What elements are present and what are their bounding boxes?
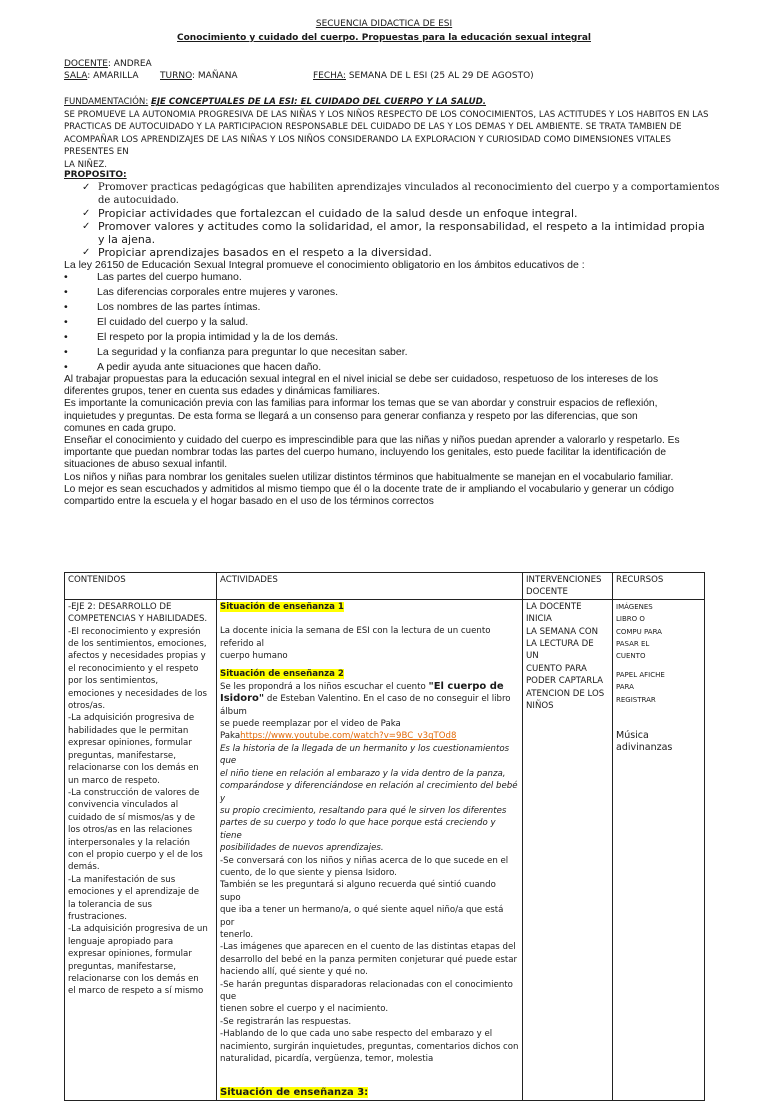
ley-item — [64, 300, 408, 315]
intervencion-line: LA LECTURA DE UN — [526, 639, 594, 662]
actividad-line: -Las imágenes que aparecen en el cuento de las distintas etapas del — [220, 942, 516, 953]
table-header-row — [65, 573, 705, 600]
bullet-icon: • — [64, 316, 68, 328]
docente-value: : ANDREA — [107, 59, 152, 69]
turno-value: : MAÑANA — [192, 71, 238, 81]
book-title: "El cuerpo de — [428, 680, 504, 692]
header-contenidos: CONTENIDOS — [65, 573, 217, 600]
actividad-line: desarrollo del bebé en la panza permiten conjeturar qué puede estar — [220, 954, 518, 965]
intervencion-line: CUENTO PARA — [526, 663, 587, 674]
actividad-line: haciendo allí, qué siente y qué no. — [220, 967, 368, 978]
contenido-line: emociones y el aprendizaje de — [68, 887, 200, 898]
turno-label: TURNO — [160, 71, 192, 81]
docente-label: DOCENTE — [64, 59, 108, 69]
recurso-line: Música — [616, 730, 649, 742]
ley-intro: La ley 26150 de Educación Sexual Integral promueve el conocimiento obligatorio en los ámbitos educativos de : — [64, 259, 585, 271]
recurso-line: PARA — [616, 683, 634, 692]
intervencion-line: ATENCION DE LOS — [526, 688, 605, 699]
intervencion-line: LA DOCENTE INICIA — [526, 601, 582, 625]
ley-item — [64, 285, 408, 300]
body-line: comunes en cada grupo. — [64, 422, 177, 434]
fecha-value: SEMANA DE L ESI (25 AL 29 DE AGOSTO) — [345, 71, 534, 81]
recurso-line: CUENTO — [616, 652, 646, 661]
fundamentacion-heading — [64, 96, 714, 109]
sala-label: SALA — [64, 71, 88, 81]
fecha-wrap — [313, 71, 534, 81]
bullet-icon: • — [64, 301, 68, 313]
body-line: Los niños y niñas para nombrar los genitales suelen utilizar distintos términos que habitualmente se manejan en el vocabulario familiar. — [64, 471, 674, 483]
intervencion-line: LA SEMANA CON — [526, 626, 599, 637]
ley-item-text: Las partes del cuerpo humano. — [97, 271, 242, 283]
ley-item-text: El cuidado del cuerpo y la salud. — [97, 316, 249, 328]
actividad-line: cuento, de lo que siente y piensa Isidoro. — [220, 867, 397, 878]
proposito-text: Propiciar actividades que fortalezcan el cuidado de la salud desde un enfoque integral. — [98, 207, 578, 220]
contenido-line: emociones y necesidades de los — [68, 688, 207, 699]
actividad-line: que iba a tener un hermano/a, o qué siente aquel niño/a que está por — [220, 905, 504, 928]
contenido-line: expresar opiniones, formular — [68, 949, 192, 960]
contenido-line: -La construcción de valores de — [68, 787, 200, 798]
actividad-line: se puede reemplazar por el video de Paka — [220, 719, 401, 730]
contenido-line: un marco de respeto. — [68, 775, 160, 786]
proposito-item — [82, 246, 722, 259]
contenido-line: el reconocimiento y el respeto — [68, 663, 199, 674]
contenido-line: -La adquisición progresiva de — [68, 713, 195, 724]
contenido-line: frustraciones. — [68, 911, 127, 922]
actividad-italic-line: Es la historia de la llegada de un hermanito y los cuestionamientos que — [220, 743, 510, 767]
proposito-text: Promover practicas pedagógicas que habiliten aprendizajes vinculados al reconocimiento del cuerpo y a comportamientos de autocuidado. — [98, 182, 720, 206]
body-line: situaciones de abuso sexual infantil. — [64, 459, 228, 471]
proposito-list — [82, 181, 722, 259]
contenido-line: -La manifestación de sus — [68, 874, 176, 885]
actividad-line: nacimiento, surgirán inquietudes, preguntas, comentarios dichos con — [220, 1041, 519, 1052]
checkmark-icon: ✓ — [82, 182, 91, 193]
turno-wrap — [160, 71, 238, 81]
actividades-cell — [217, 599, 523, 1100]
bullet-icon: • — [64, 331, 68, 343]
body-line: importante que puedan nombrar todas las partes del cuerpo humano, incluyendo los genitales, esto puede facilitar la identificación de — [64, 447, 667, 459]
planning-table — [64, 572, 705, 1101]
actividad-text: Se les propondrá a los niños escuchar el cuento — [220, 681, 429, 692]
checkmark-icon: ✓ — [82, 221, 91, 232]
recurso-line: LIBRO O — [616, 615, 645, 624]
body-paragraphs — [64, 374, 714, 508]
checkmark-icon: ✓ — [82, 208, 91, 219]
actividad-line: tenerlo. — [220, 929, 254, 940]
situacion-3-title: Situación de enseñanza 3: — [220, 1087, 369, 1099]
contenido-line: lenguaje apropiado para — [68, 936, 174, 947]
body-line: compartido entre la escuela y el hogar basado en el uso de los términos correctos — [64, 496, 434, 508]
actividad-italic-line: su propio crecimiento, resaltando para qué le sirven los diferentes — [220, 805, 507, 816]
proposito-item-continuation — [82, 233, 722, 246]
body-line: Al trabajar propuestas para la educación sexual integral en el nivel inicial se debe ser cuidadoso, respetuoso de los intereses de los — [64, 374, 659, 385]
ley-item-text: A pedir ayuda ante situaciones que hacen daño. — [97, 361, 322, 373]
ley-item-text: Las diferencias corporales entre mujeres y varones. — [97, 286, 339, 298]
ley-item — [64, 315, 408, 330]
fundamentacion-line: SE PROMUEVE LA AUTONOMIA PROGRESIVA DE LAS NIÑAS Y LOS NIÑOS RESPECTO DE LOS CONOCIMIENTOS, LAS ACTITUDES Y LOS HABITOS EN LAS — [64, 109, 709, 120]
body-line: inquietudes y preguntas. De esta forma se llegará a un consenso para generar confianza y respeto por las diferencias, que son — [64, 410, 638, 422]
contenido-line: habilidades que le permitan — [68, 725, 189, 736]
contenido-line: de los sentimientos, emociones, — [68, 639, 207, 650]
proposito-item — [82, 220, 722, 233]
bullet-icon: • — [64, 361, 68, 373]
actividad-line: tienen sobre el cuerpo y el nacimiento. — [220, 1004, 389, 1015]
contenido-line: con el propio cuerpo y el de los — [68, 849, 203, 860]
proposito-text: Propiciar aprendizajes basados en el respeto a la diversidad. — [98, 246, 432, 259]
situacion-1-title: Situación de enseñanza 1 — [220, 601, 344, 612]
ley-item — [64, 345, 408, 360]
checkmark-icon: ✓ — [82, 247, 91, 258]
contenido-line: relacionarse con los demás en — [68, 763, 199, 774]
actividad-text: Paka — [220, 731, 241, 742]
actividad-line: -Se harán preguntas disparadoras relacionadas con el conocimiento que — [220, 979, 513, 1002]
situacion-2-title: Situación de enseñanza 2 — [220, 669, 344, 680]
actividad-italic-line: posibilidades de nuevos aprendizajes. — [220, 843, 384, 854]
actividad-italic-line: partes de su cuerpo y todo lo que hace porque está creciendo y tiene — [220, 818, 496, 841]
contenido-line: -EJE 2: DESARROLLO DE — [68, 601, 172, 612]
recurso-line: PAPEL AFICHE — [616, 670, 665, 679]
proposito-item — [82, 207, 722, 220]
proposito-item — [82, 181, 722, 207]
header-actividades: ACTIVIDADES — [217, 573, 523, 600]
recurso-line: IMÁGENES — [616, 602, 653, 611]
fundamentacion-line: LA NIÑEZ. — [64, 159, 108, 170]
actividad-italic-line: el niño tiene en relación al embarazo y la vida dentro de la panza, — [220, 768, 506, 779]
document-title: SECUENCIA DIDACTICA DE ESI — [315, 19, 453, 29]
proposito-text: y la ajena. — [98, 233, 156, 246]
body-line: Lo mejor es sean escuchados y admitidos al mismo tiempo que él o la docente trate de ir ampliando el vocabulario y generar un código — [64, 483, 674, 495]
contenido-line: por los sentimientos, — [68, 676, 159, 687]
contenido-line: preguntas, manifestarse, — [68, 961, 176, 972]
bullet-icon: • — [64, 271, 68, 283]
contenido-line: la tolerancia de sus — [68, 899, 152, 910]
fundamentacion-label: FUNDAMENTACIÓN: — [64, 97, 149, 107]
docente-line — [64, 59, 152, 69]
fecha-label: FECHA: — [313, 71, 346, 81]
contenido-line: otros/as. — [68, 701, 106, 712]
actividad-line: -Se conversará con los niños y niñas acerca de lo que sucede en el — [220, 855, 509, 866]
actividad-line: -Se registrarán las respuestas. — [220, 1016, 352, 1027]
actividad-line: También se les preguntará si alguno recuerda qué sintió cuando supo — [220, 880, 496, 903]
intervenciones-cell — [523, 599, 613, 1100]
sala-label-wrap — [64, 71, 139, 81]
fundamentacion-line: PRACTICAS DE AUTOCUIDADO Y LA PARTICIPACION RESPONSABLE DEL CUIDADO DE LAS Y LOS DEMAS Y DEL AMBIENTE. SE TRATA TAMBIEN DE — [64, 122, 682, 132]
book-title: Isidoro" — [220, 693, 265, 705]
document-subtitle: Conocimiento y cuidado del cuerpo. Propuestas para la educación sexual integral — [177, 33, 591, 43]
contenido-line: los otros/as en las relaciones — [68, 825, 193, 836]
bullet-icon: • — [64, 286, 68, 298]
contenido-line: -El reconocimiento y expresión — [68, 626, 201, 637]
fundamentacion-eje: EJE CONCEPTUALES DE LA ESI: EL CUIDADO DEL CUERPO Y LA SALUD. — [150, 97, 487, 107]
contenido-line: expresar opiniones, formular — [68, 738, 192, 749]
actividad-line: La docente inicia la semana de ESI con la lectura de un cuento referido al — [220, 626, 491, 649]
intervencion-line: NIÑOS — [526, 701, 554, 712]
fundamentacion-line: ACOMPAÑAR LOS APRENDIZAJES DE LAS NIÑAS Y LOS NIÑOS CONSIDERANDO LA EXPLORACION Y CURIOSIDAD COMO DIMENSIONES VITALES PRESENTES EN — [64, 134, 671, 157]
recurso-line: COMPU PARA — [616, 627, 662, 636]
recursos-cell — [613, 599, 705, 1100]
actividad-line: cuerpo humano — [220, 651, 288, 662]
body-line: Enseñar el conocimiento y cuidado del cuerpo es imprescindible para que las niñas y niños puedan aprender a valorarlo y respetarlo. Es — [64, 435, 680, 447]
contenido-line: relacionarse con los demás en — [68, 974, 199, 984]
recurso-line: adivinanzas — [616, 742, 673, 754]
video-link[interactable]: https://www.youtube.com/watch?v=9BC_v3qTOd8 — [240, 731, 457, 742]
actividad-text: de Esteban Valentino. En el caso de no conseguir el libro álbum — [220, 694, 511, 717]
ley-item — [64, 360, 408, 375]
contenido-line: interpersonales y la relación — [68, 837, 190, 848]
ley-item — [64, 330, 408, 345]
sala-value: : AMARILLA — [87, 71, 139, 81]
ley-item — [64, 270, 408, 285]
ley-item-text: La seguridad y la confianza para preguntar lo que necesitan saber. — [97, 346, 408, 358]
intervencion-line: PODER CAPTARLA — [526, 676, 604, 687]
ley-item-text: Los nombres de las partes íntimas. — [97, 301, 261, 313]
ley-bullet-list — [64, 270, 408, 375]
actividad-italic-line: comparándose y diferenciándose en relación al crecimiento del bebé y — [220, 781, 518, 804]
contenido-line: afectos y necesidades propias y — [68, 651, 206, 662]
body-line: diferentes grupos, tener en cuenta sus edades y dinámicas familiares. — [64, 386, 380, 398]
proposito-text: Promover valores y actitudes como la solidaridad, el amor, la responsabilidad, el respeto a la intimidad propia — [98, 220, 705, 233]
contenido-line: el marco de respeto a sí mismo — [68, 986, 204, 997]
header-recursos: RECURSOS — [613, 573, 705, 600]
bullet-icon: • — [64, 346, 68, 358]
header-intervenciones: INTERVENCIONES DOCENTE — [523, 573, 613, 600]
contenido-line: cuidado de sí mismos/as y de — [68, 812, 196, 823]
contenidos-cell — [65, 599, 217, 1100]
recurso-line: REGISTRAR — [616, 695, 656, 704]
actividad-line: naturalidad, picardía, vergüenza, temor, molestia — [220, 1054, 434, 1065]
body-line: Es importante la comunicación previa con las familias para informar los temas que se van abordar y construir espacios de reflexión, — [64, 398, 658, 410]
contenido-line: preguntas, manifestarse, — [68, 750, 176, 761]
contenido-line: COMPETENCIAS Y HABILIDADES. — [68, 614, 208, 625]
actividad-line: -Hablando de lo que cada uno sabe respecto del embarazo y el — [220, 1029, 493, 1040]
contenido-line: -La adquisición progresiva de un — [68, 924, 208, 935]
contenido-line: demás. — [68, 862, 100, 873]
contenido-line: convivencia vinculados al — [68, 800, 179, 811]
proposito-heading: PROPOSITO: — [64, 170, 127, 180]
ley-item-text: El respeto por la propia intimidad y la de los demás. — [97, 331, 339, 343]
recurso-line: PASAR EL — [616, 640, 650, 649]
fundamentacion-section — [64, 96, 714, 171]
table-row — [65, 599, 705, 1100]
